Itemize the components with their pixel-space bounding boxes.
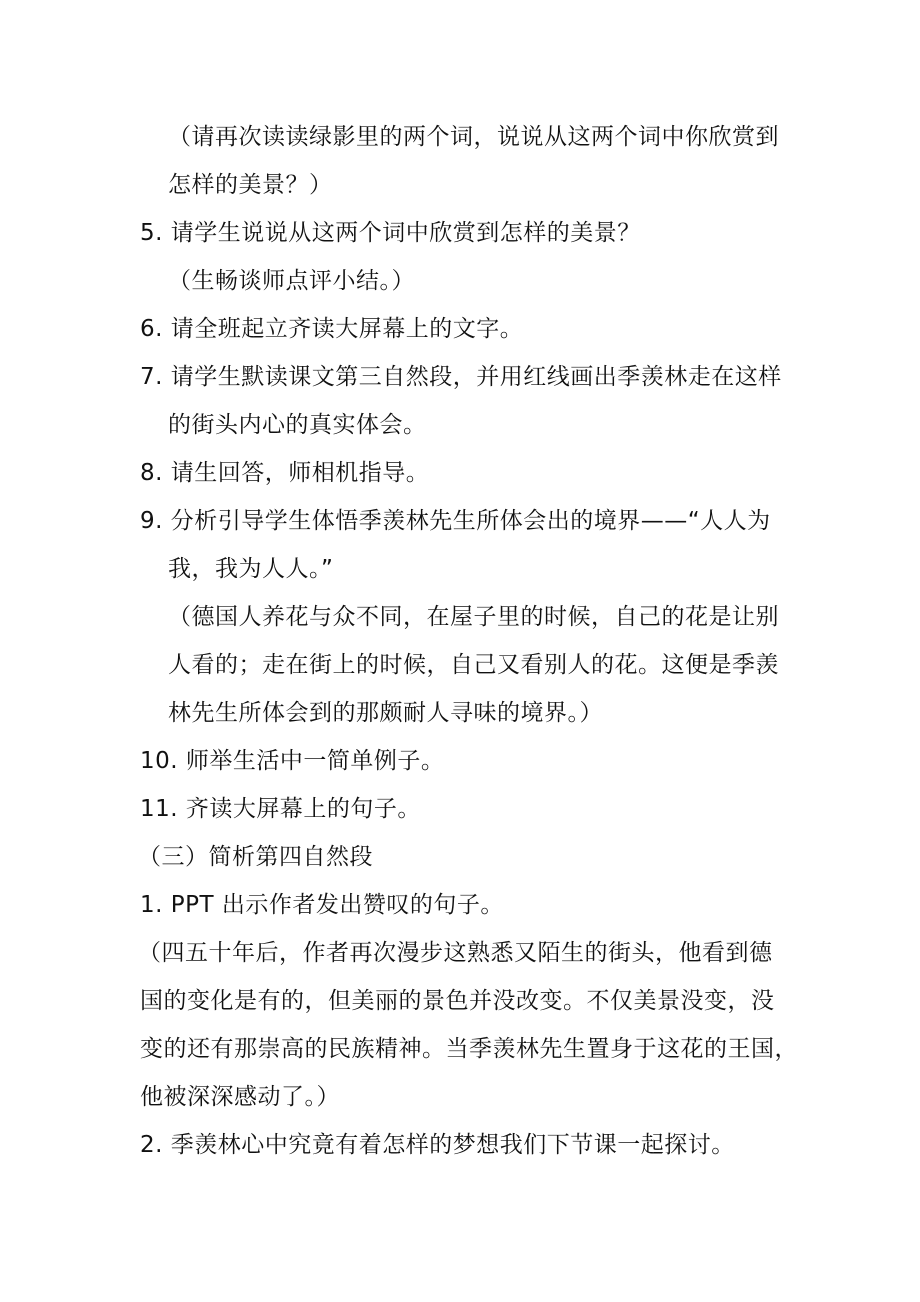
text-line: 人看的；走在街上的时候，自己又看别人的花。这便是季羡 bbox=[168, 652, 779, 678]
text-line: 5. 请学生说说从这两个词中欣赏到怎样的美景？ bbox=[140, 220, 641, 246]
text-line: 10. 师举生活中一简单例子。 bbox=[140, 748, 445, 774]
text-line: （德国人养花与众不同，在屋子里的时候，自己的花是让别 bbox=[168, 604, 779, 630]
text-line: 我，我为人人。” bbox=[168, 556, 334, 582]
text-line: 变的还有那崇高的民族精神。当季羡林先生置身于这花的王国， bbox=[140, 1036, 798, 1062]
text-line: 2. 季羡林心中究竟有着怎样的梦想我们下节课一起探讨。 bbox=[140, 1132, 735, 1158]
text-line: 林先生所体会到的那颇耐人寻味的境界。） bbox=[168, 700, 603, 726]
text-line: 他被深深感动了。） bbox=[140, 1084, 340, 1110]
text-line: （请再次读读绿影里的两个词，说说从这两个词中你欣赏到 bbox=[168, 124, 779, 150]
text-line: 11. 齐读大屏幕上的句子。 bbox=[140, 796, 421, 822]
text-line: （四五十年后，作者再次漫步这熟悉又陌生的街头，他看到德 bbox=[138, 940, 773, 966]
section-heading: （三）简析第四自然段 bbox=[138, 844, 373, 870]
text-line: 的街头内心的真实体会。 bbox=[168, 412, 427, 438]
text-line: 8. 请生回答，师相机指导。 bbox=[140, 460, 430, 486]
text-line: 9. 分析引导学生体悟季羡林先生所体会出的境界——“人人为 bbox=[140, 508, 771, 534]
text-line: 6. 请全班起立齐读大屏幕上的文字。 bbox=[140, 316, 524, 342]
text-line: 7. 请学生默读课文第三自然段，并用红线画出季羡林走在这样 bbox=[140, 364, 782, 390]
text-line: 国的变化是有的，但美丽的景色并没改变。不仅美景没变，没 bbox=[140, 988, 775, 1014]
text-line: 怎样的美景？） bbox=[168, 172, 333, 198]
text-line: （生畅谈师点评小结。） bbox=[168, 268, 415, 294]
text-line: 1. PPT 出示作者发出赞叹的句子。 bbox=[140, 892, 504, 918]
